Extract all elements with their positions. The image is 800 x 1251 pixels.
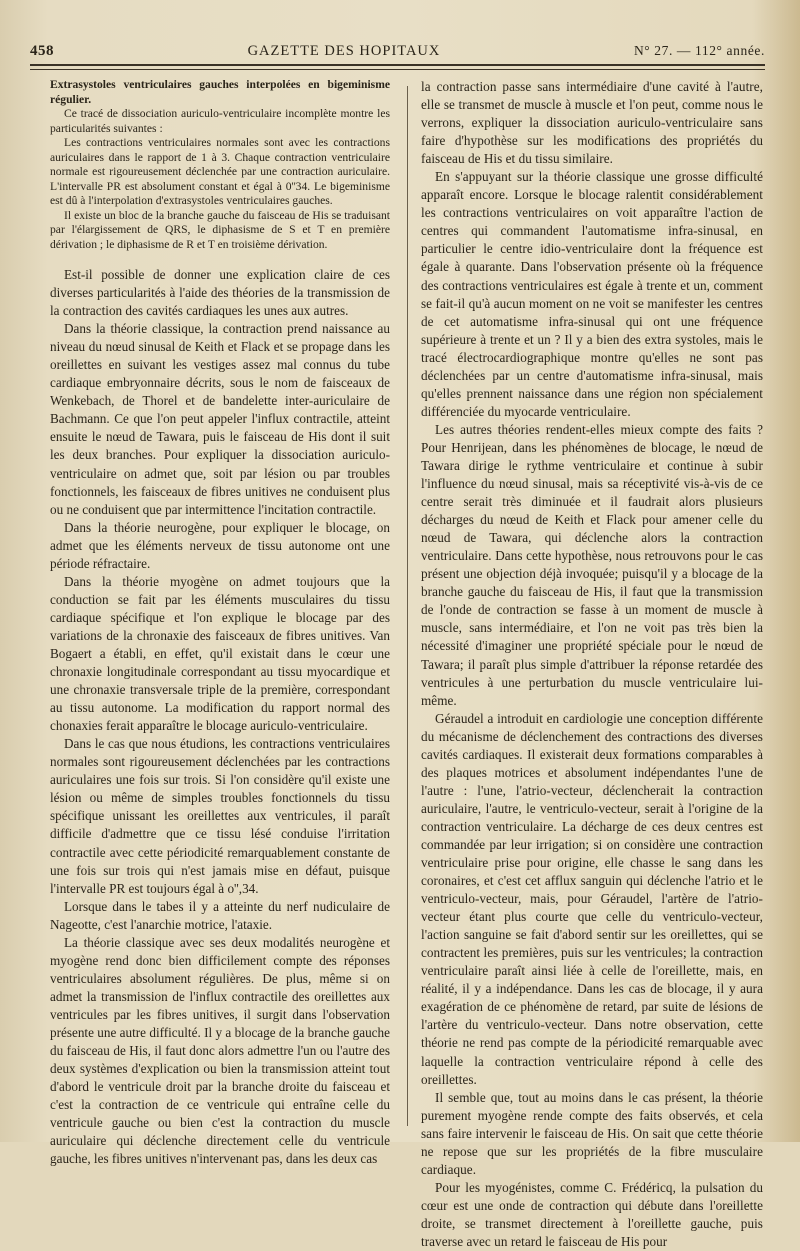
column-divider — [407, 86, 408, 1126]
body-paragraph: la contraction passe sans intermédiaire d'une cavité à l'autre, elle se transmet de muscle à muscle et l'on peut, comme nous le verrons, expliquer la dissociation auriculo-ventriculaire sans faire d'hypothèse sur les modifications des propriétés du faisceau de His et du tissu similaire. — [421, 79, 763, 167]
right-column — [421, 78, 763, 1249]
page-header — [30, 40, 765, 62]
body-paragraph: Pour les myogénistes, comme C. Frédéricq, la pulsation du cœur est une onde de contraction qui débute dans l'oreillette droite, se transmet directement à l'oreillette gauche, puis traverse avec un retard le faisceau de His pour — [421, 1179, 763, 1249]
body-paragraph: Dans la théorie myogène on admet toujours que la conduction se fait par les éléments musculaires du tissu cardiaque spécifique et l'on explique le blocage par des variations de la chronaxie des faisceaux de fibres unitives. Van Bogaert a établi, en effet, qu'il existait dans le cœur une chronaxie longitudinale correspondant au tissu myocardique et une chronaxie transversale triple de la première, correspondant au tissu autonome. La modification du rapport normal des chonaxies ferait apparaître le blocage auriculo-ventriculaire. — [50, 573, 390, 734]
section-gap — [50, 252, 390, 266]
header-rule-thick — [30, 64, 765, 66]
body-paragraph: Dans la théorie classique, la contraction prend naissance au niveau du nœud sinusal de Keith et Flack et se propage dans les oreillettes en suivant les vestiges assez mal connus du tube cardiaque embryonnaire décrits, sous le nom de faisceaux de Wenkebach, de Thorel et de bandelette inter-auriculaire de Bachmann. Ce que l'on peut appeler l'influx contractile, atteint ensuite le nœud de Tawara, puis le faisceau de His dont il suit les deux branches. Pour expliquer la dissociation auriculo-ventriculaire on admet que, soit par lésion ou par troubles fonctionnels, les faisceaux de fibres unitives ne conduisent plus ou ne conduisent que par intermittence l'incitation contractile. — [50, 321, 390, 517]
body-paragraph: Géraudel a introduit en cardiologie une conception différente du mécanisme de déclenchement des contractions des diverses cavités cardiaques. Il existerait deux formations comparables à des plaques motrices et absolument indépendantes l'une de l'autre : l'une, l'atrio-vecteur, déclencherait la contraction auriculaire, l'autre, le ventriculo-vecteur, serait à l'origine de la contraction ventriculaire. La décharge de ces deux centres est commandée par leur irrigation; si on considère une contraction ventriculaire prise pour origine, elle chasse le sang dans les coronaires, et c'est cet afflux sanguin qui déclenche l'atrio et le ventriculo-vecteur, mais, pour Géraudel, l'artère de l'atrio-vecteur étant plus courte que celle du ventriculo-vecteur, l'action sanguine se fait d'abord sentir sur les oreillettes, qui se contractent les premières, puis sur les ventricules; la contraction ventriculaire paraît ainsi liée à celle de l'oreillette, mais, en réalité, il y a indépendance. Dans les cas de blocage, il y aura exagération de ce phénomène de retard, par suite de lésions de l'artère du ventriculo-vecteur. Dans notre observation, cette théorie ne rend pas compte de la périodicité remarquable avec laquelle la contraction ventriculaire répond à celle des oreillettes. — [421, 710, 763, 1087]
case-paragraph: Les contractions ventriculaires normales sont avec les contractions auriculaires dans le rapport de 1 à 3. Chaque contraction ventriculaire normale est rigoureusement déclenchée par une contraction auriculaire. L'intervalle PR est absolument constant et égal à 0''34. Le bigeminisme est dû à l'interpolation d'extrasystoles ventriculaires gauches. — [50, 136, 390, 207]
issue-info: N° 27. — 112° année. — [633, 43, 765, 58]
body-paragraph: Il semble que, tout au moins dans le cas présent, la théorie purement myogène rende compte des faits observés, et cela sans faire intervenir le faisceau de His. On sait que cette théorie ne repose que sur les propriétés de la fibre musculaire cardiaque. — [421, 1089, 763, 1177]
body-paragraph: La théorie classique avec ses deux modalités neurogène et myogène rend donc bien difficilement compte des réponses ventriculaires absolument régulières. De plus, même si on admet la transmission de l'influx contractile des oreillettes aux ventricules par les fibres unitives, il surgit dans l'observation présente une autre difficulté. Il y a blocage de la branche gauche du faisceau de His, il faut donc alors admettre l'un ou l'autre des deux systèmes d'explication ou bien la transmission atteint tout d'abord le ventricule droit par la branche droite du faisceau et c'est la contraction de ce ventricule qui entraîne celle du ventricule gauche ou bien c'est la contraction du muscle auriculaire qui déclenche directement celle du ventricule gauche, les fibres unitives n'intervenant pas, dans les deux cas — [50, 934, 390, 1167]
page-number: 458 — [30, 42, 54, 59]
case-paragraph: Il existe un bloc de la branche gauche du faisceau de His se traduisant par l'élargissement de QRS, le diphasisme de S et T en première dérivation ; le diphasisme de R et T en troisième dérivation. — [50, 208, 390, 251]
body-paragraph: Est-il possible de donner une explication claire de ces diverses particularités à l'aide des théories de la transmission de la contraction des cavités cardiaques les unes aux autres. — [50, 267, 390, 319]
body-paragraph: En s'appuyant sur la théorie classique une grosse difficulté apparaît encore. Lorsque le blocage ralentit considérablement les contractions ventriculaires on voit apparaître l'action de centres qui commandent l'automatisme infra-sinusal, en particulier le centre idio-ventriculaire dont la fréquence est égale à quarante. Dans l'observation présente où la fréquence des contractions ventriculaires est égale à trente et un, comment se fait-il qu'à aucun moment on ne voit se manifester les centres de cet automatisme infra-sinusal qui ont une fréquence supérieure à trente et un ? Il y a bien des extra systoles, mais le tracé électrocardiographique montre qu'elles ne sont pas déclenchées par un centre d'automatisme infra-sinusal, mais qu'elles prennent naissance dans une région non spécialement différenciée du myocarde ventriculaire. — [421, 169, 763, 419]
journal-title: GAZETTE DES HOPITAUX — [247, 42, 441, 59]
body-paragraph: Lorsque dans le tabes il y a atteinte du nerf nudiculaire de Nageotte, c'est l'anarchie motrice, l'ataxie. — [50, 898, 390, 932]
case-description — [50, 78, 390, 252]
header-rule-thin — [30, 69, 765, 70]
article-body-left — [50, 266, 390, 1168]
body-paragraph: Dans la théorie neurogène, pour expliquer le blocage, on admet que les éléments nerveux de tissu autonome ont une période réfractaire. — [50, 519, 390, 571]
body-paragraph: Dans le cas que nous étudions, les contractions ventriculaires normales sont rigoureusement déclenchées par les contractions auriculaires une fois sur trois. Si l'on considère qu'il existe une lésion ou même de simples troubles fonctionnels du tissu spécifique unissant les oreillettes aux ventricules, il paraît difficile d'admettre que ce tissu lésé conduise l'irritation contractile avec cette périodicité remarquablement constante de une fois sur trois qui n'est jamais mise en défaut, puisque l'intervalle PR est toujours égal à o'',34. — [50, 736, 390, 896]
case-title: Extrasystoles ventriculaires gauches interpolées en bigeminisme régulier. — [50, 78, 390, 106]
body-paragraph: Les autres théories rendent-elles mieux compte des faits ? Pour Henrijean, dans les phénomènes de blocage, le nœud de Tawara dirige le rythme ventriculaire et continue à subir l'influence du nœud sinusal, mais sa réceptivité vis-à-vis de ce centre serait très diminuée et il faudrait alors plusieurs décharges du nœud de Keith et Flack pour amener celle du nœud de Tawara, qui déclenche alors la contraction ventriculaire. Dans cette hypothèse, nous retrouvons pour le cas présent une objection déjà invoquée; puisqu'il y a blocage de la branche gauche du faisceau de His, il faut que la transmission de l'onde de contraction se fasse à un moment de muscle à muscle, sans intermédiaire, et l'on ne voit pas très bien la nécessité d'imaginer une propriété spéciale pour le nœud de Tawara; il paraît plus simple d'attribuer la réponse retardée des ventricules à une perturbation du muscle ventriculaire lui-même. — [421, 421, 763, 708]
left-column — [50, 78, 390, 1167]
case-paragraph: Ce tracé de dissociation auriculo-ventriculaire incomplète montre les particularités suivantes : — [50, 107, 390, 135]
